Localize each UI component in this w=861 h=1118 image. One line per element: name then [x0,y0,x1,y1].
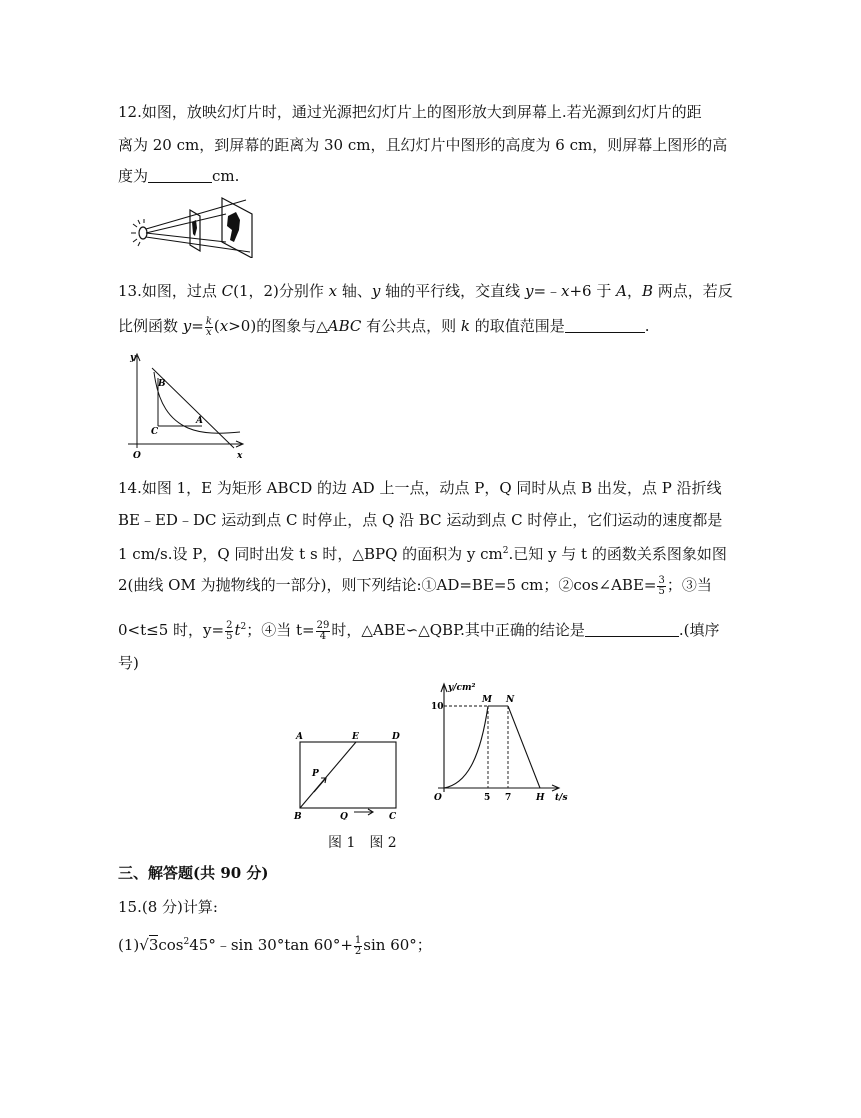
q14-text: .(填序 [678,621,720,639]
q13-var: x [219,317,229,335]
q13-text: 的取值范围是 [470,317,565,335]
frac-num: 1 [354,934,362,946]
q13-text: 轴的平行线，交直线 [380,282,525,300]
q14-line6: 号) [118,654,139,672]
q14-text: ；③当 [666,576,712,594]
point-C-label: C [151,427,159,437]
q13-var: A [616,282,627,300]
q13-line1 [118,281,733,301]
q13-text: ， [626,282,642,300]
frac-den: 5 [226,630,233,642]
fig1-Q: Q [340,812,348,820]
fig1-C: C [389,812,397,820]
q15-text: 45°﹣sin 30°tan 60°+ [189,936,353,954]
q13-var: y [182,317,192,335]
q13-text: +6 于 [569,282,617,300]
fig2-ten: 10 [431,702,444,712]
frac-num: k [205,315,212,327]
q13-var: y [524,282,534,300]
fig1-A: A [296,732,303,742]
q14-text: 0<t≤5 时，y= [118,621,225,639]
fig2-five: 5 [484,793,491,803]
q15-part1 [118,932,432,957]
q13-text: ( [213,317,220,335]
q14-line1: 14.如图 1，E 为矩形 ABCD 的边 AD 上一点，动点 P，Q 同时从点 B 出发，点 P 沿折线 [118,479,722,497]
q14-text: .已知 y 与 t 的函数关系图象如图 [508,545,727,563]
answer-blank-13 [565,317,645,333]
q13-text: 比例函数 [118,317,183,335]
fraction-k-over-x [205,317,213,338]
fraction-2-5 [225,621,233,642]
frac-num: 3 [658,574,665,586]
fig2-t-label: t/s [555,793,568,803]
q13-text: (1，2)分别作 [233,282,329,300]
q14-line4 [118,575,712,597]
q12-line2: 离为 20 cm，到屏幕的距离为 30 cm，且幻灯片中图形的高度为 6 cm，则屏幕上图形的高 [118,136,728,154]
q13-text: . [644,317,650,335]
q13-text: 两点，若反 [653,282,733,300]
q14-line5 [118,617,720,642]
point-A-label: A [196,416,203,426]
q13-var: ABC [327,317,362,335]
q13-text: 有公共点，则 [361,317,461,335]
q14-text: 1 cm/s.设 P，Q 同时出发 t s 时，△BPQ 的面积为 y cm [118,545,503,563]
superscript: 2 [240,622,247,632]
superscript: 2 [502,546,509,556]
q13-text: 轴、 [337,282,372,300]
q13-text: = [191,317,204,335]
fig2-O: O [434,793,442,803]
q12-line3-post: cm. [212,167,240,185]
x-axis-label: x [237,451,243,461]
q13-var: x [328,282,338,300]
frac-den: 5 [658,585,665,597]
figure-caption: 图 1 图 2 [328,835,397,851]
q15-title: 15.(8 分)计算: [118,898,218,916]
q14-text: ；④当 t= [246,621,315,639]
q14-text: 时，△ABE∽△QBP.其中正确的结论是 [331,621,585,639]
q14-line2: BE﹣ED﹣DC 运动到点 C 时停止，点 Q 沿 BC 运动到点 C 时停止，它们运动的速度都是 [118,511,723,529]
frac-den: 4 [319,630,327,642]
fig1-P: P [312,769,319,779]
q13-line2 [118,316,650,338]
fig1-B: B [294,812,302,820]
fig1-E: E [352,732,359,742]
frac-num: 2 [226,619,233,631]
origin-label: O [133,451,141,461]
q13-text: =﹣ [533,282,562,300]
q15-text: cos [158,936,184,954]
q12-line1: 12.如图，放映幻灯片时，通过光源把幻灯片上的图形放大到屏幕上.若光源到幻灯片的距 [118,103,702,121]
frac-den: 2 [354,945,362,957]
fig2-H: H [536,793,545,803]
projector-figure [126,196,258,258]
fig2-seven: 7 [505,793,512,803]
answer-blank-12 [148,167,212,183]
fig2-M: M [482,695,492,705]
q12-line3 [118,166,239,186]
q13-var: k [460,317,470,335]
fraction-3-5 [657,576,665,597]
q13-var: B [642,282,654,300]
q13-var: y [371,282,381,300]
y-axis-label: y [130,353,136,363]
fig1-D: D [392,732,400,742]
q12-line3-pre: 度为 [118,167,149,185]
q13-var: C [221,282,234,300]
q15-text: (1) [118,936,140,954]
frac-num: 29 [316,619,330,631]
sqrt-radicand: 3 [148,936,159,954]
fig2-N: N [506,695,515,705]
fig2-y-label: y/cm² [448,683,476,693]
frac-den: x [206,326,212,338]
answer-blank-14 [585,621,679,637]
function-graph-figure [426,680,576,804]
q13-text: >0)的图象与△ [228,317,328,335]
q14-text: 2(曲线 OM 为抛物线的一部分)，则下列结论:①AD=BE=5 cm；②cos∠ABE= [118,576,657,594]
q15-text: sin 60°； [363,936,432,954]
fraction-29-4 [316,621,331,642]
fraction-1-2 [354,936,362,957]
point-B-label: B [158,379,166,389]
section-title: 三、解答题(共 90 分) [118,864,269,882]
rectangle-figure [288,728,408,820]
q14-var: t [234,621,241,639]
q13-text: 13.如图，过点 [118,282,222,300]
sqrt-sign: √ [139,936,149,954]
q13-var: x [561,282,570,300]
superscript: 2 [183,937,190,947]
hyperbola-figure [124,348,250,462]
q14-line3 [118,541,727,564]
